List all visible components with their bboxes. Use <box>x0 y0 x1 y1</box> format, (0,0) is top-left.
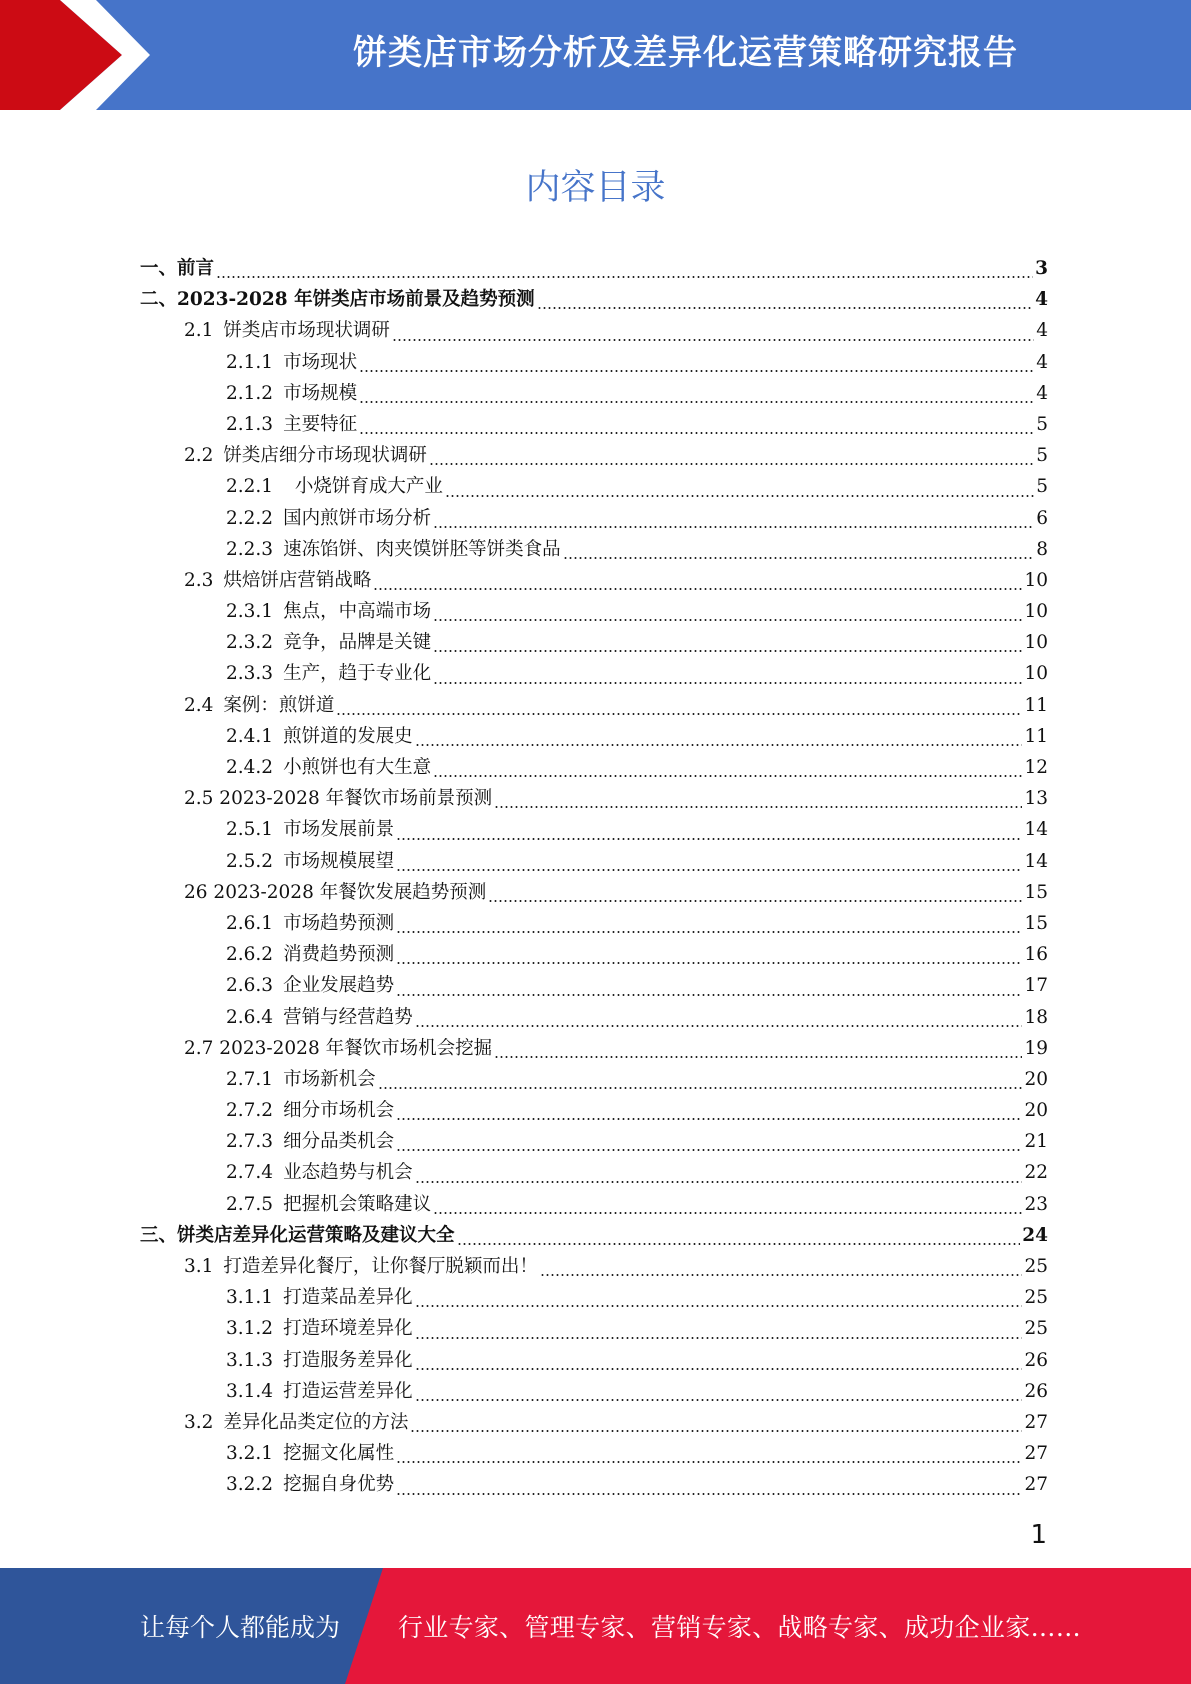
toc-entry-number: 3.2 <box>184 1411 214 1433</box>
toc-dot-leader <box>396 1490 1022 1496</box>
toc-entry-text: 打造运营差异化 <box>283 1380 413 1402</box>
toc-entry-page: 10 <box>1024 632 1048 654</box>
toc-entry-text: 2.7 2023-2028 年餐饮市场机会挖掘 <box>184 1037 493 1059</box>
toc-dot-leader <box>396 959 1022 965</box>
toc-entry[interactable] <box>140 971 1048 1002</box>
footer-slogan-left: 让每个人都能成为 <box>140 1613 341 1642</box>
toc-entry-page: 5 <box>1036 476 1048 498</box>
toc-entry-number: 3.1.3 <box>226 1349 274 1371</box>
footer-band <box>0 1568 1191 1684</box>
toc-entry-text: 市场现状 <box>283 351 358 373</box>
toc-entry-page: 25 <box>1024 1256 1048 1277</box>
toc-entry-title <box>226 753 431 779</box>
toc-dot-leader <box>494 1053 1022 1059</box>
toc-entry-text: 市场规模 <box>283 382 358 404</box>
toc-entry-page: 21 <box>1024 1131 1048 1153</box>
toc-entry[interactable] <box>140 504 1048 535</box>
toc-entry[interactable] <box>140 1003 1048 1034</box>
toc-entry-text: 把握机会策略建议 <box>283 1193 432 1215</box>
toc-entry-number: 2.3.2 <box>226 632 274 654</box>
toc-entry[interactable] <box>140 379 1048 410</box>
toc-entry-title <box>226 815 394 841</box>
toc-entry-text: 营销与经营趋势 <box>283 1006 413 1028</box>
toc-entry-page: 16 <box>1024 944 1048 966</box>
toc-entry-page: 18 <box>1024 1006 1048 1028</box>
toc-entry[interactable] <box>140 1439 1048 1470</box>
toc-dot-leader <box>359 367 1034 373</box>
toc-entry[interactable] <box>140 722 1048 753</box>
toc-dot-leader <box>433 616 1022 622</box>
toc-entry[interactable] <box>140 1408 1048 1439</box>
toc-entry-number: 3.1.1 <box>226 1287 274 1309</box>
toc-dot-leader <box>396 928 1022 934</box>
toc-entry-title <box>226 1439 394 1465</box>
toc-entry[interactable] <box>140 1127 1048 1158</box>
toc-entry-text: 市场趋势预测 <box>283 912 395 934</box>
toc-entry[interactable] <box>140 753 1048 784</box>
toc-entry-number: 2.6.2 <box>226 944 274 966</box>
toc-entry[interactable] <box>140 1252 1048 1283</box>
toc-entry-text: 煎饼道的发展史 <box>283 725 413 747</box>
toc-entry[interactable] <box>140 316 1048 347</box>
toc-dot-leader <box>494 803 1022 809</box>
toc-entry[interactable] <box>140 1314 1048 1345</box>
toc-dot-leader <box>410 1427 1022 1433</box>
toc-entry-title <box>226 940 394 966</box>
table-of-contents <box>140 254 1048 1502</box>
toc-entry-page: 12 <box>1024 757 1048 778</box>
toc-entry-number: 2.3.3 <box>226 663 274 685</box>
toc-entry-text: 生产，趋于专业化 <box>283 663 432 685</box>
toc-entry-number: 3.1 <box>184 1256 214 1277</box>
toc-entry-title <box>226 1283 413 1309</box>
toc-entry-title <box>184 878 486 904</box>
toc-entry-text: 企业发展趋势 <box>283 975 395 997</box>
toc-entry-number: 2.1 <box>184 320 214 342</box>
toc-entry-text: 市场新机会 <box>283 1068 376 1090</box>
toc-entry-text: 三、饼类店差异化运营策略及建议大全 <box>140 1224 455 1246</box>
toc-dot-leader <box>433 1209 1022 1215</box>
toc-entry[interactable] <box>140 566 1048 597</box>
toc-dot-leader <box>415 741 1023 747</box>
toc-entry-page: 26 <box>1024 1349 1048 1371</box>
toc-entry[interactable] <box>140 1034 1048 1065</box>
toc-entry-title <box>226 909 394 935</box>
toc-dot-leader <box>537 304 1034 310</box>
toc-dot-leader <box>396 866 1022 872</box>
toc-entry-text: 打造环境差异化 <box>283 1318 413 1340</box>
toc-entry-number: 2.1.2 <box>226 382 274 404</box>
toc-dot-leader <box>336 710 1022 716</box>
toc-entry-title <box>226 971 394 997</box>
toc-entry-page: 10 <box>1024 601 1048 623</box>
toc-entry[interactable] <box>140 815 1048 846</box>
toc-entry-page: 11 <box>1024 694 1048 716</box>
toc-entry-number: 3.1.2 <box>226 1318 274 1340</box>
toc-entry-title <box>226 379 357 405</box>
toc-entry-title <box>184 441 427 467</box>
toc-entry-title <box>226 472 443 498</box>
toc-dot-leader <box>396 1115 1022 1121</box>
toc-entry-page: 25 <box>1024 1287 1048 1309</box>
toc-dot-leader <box>433 523 1034 529</box>
toc-entry-title <box>226 348 357 374</box>
toc-entry[interactable] <box>140 1283 1048 1314</box>
toc-entry-page: 26 <box>1024 1380 1048 1402</box>
toc-entry-text: 差异化品类定位的方法 <box>223 1411 409 1433</box>
toc-entry[interactable] <box>140 940 1048 971</box>
toc-entry-title <box>184 1034 492 1060</box>
toc-entry-page: 19 <box>1024 1037 1048 1059</box>
toc-entry[interactable] <box>140 878 1048 909</box>
toc-entry-title <box>226 1158 413 1184</box>
toc-entry-page: 17 <box>1024 975 1048 997</box>
toc-dot-leader <box>433 647 1022 653</box>
toc-entry-title <box>226 1096 394 1122</box>
toc-entry-text: 26 2023-2028 年餐饮发展趋势预测 <box>184 881 487 903</box>
toc-entry-text: 细分品类机会 <box>283 1131 395 1153</box>
toc-entry-text: 烘焙饼店营销战略 <box>223 569 372 591</box>
toc-entry-number: 2.3.1 <box>226 601 274 623</box>
toc-entry-title <box>226 1065 376 1091</box>
toc-entry-text: 主要特征 <box>283 413 358 435</box>
toc-entry-page: 4 <box>1036 382 1048 404</box>
toc-dot-leader <box>457 1240 1021 1246</box>
toc-entry-title <box>226 659 431 685</box>
toc-entry-number: 2.7.1 <box>226 1068 274 1090</box>
toc-dot-leader <box>563 554 1035 560</box>
toc-entry-page: 15 <box>1024 881 1048 903</box>
toc-entry-page: 24 <box>1022 1224 1048 1246</box>
toc-entry-text: 二、2023-2028 年饼类店市场前景及趋势预测 <box>140 289 535 311</box>
toc-entry-number: 2.2.1 <box>226 476 274 498</box>
toc-entry-page: 4 <box>1036 351 1048 373</box>
toc-dot-leader <box>415 1022 1023 1028</box>
toc-dot-leader <box>373 585 1022 591</box>
toc-entry[interactable] <box>140 1377 1048 1408</box>
toc-entry[interactable] <box>140 847 1048 878</box>
toc-entry-title <box>184 566 371 592</box>
toc-entry[interactable] <box>140 628 1048 659</box>
toc-entry-title <box>226 535 561 561</box>
toc-entry-text: 2.5 2023-2028 年餐饮市场前景预测 <box>184 788 493 810</box>
toc-entry[interactable] <box>140 348 1048 379</box>
toc-dot-leader <box>359 429 1034 435</box>
toc-dot-leader <box>216 273 1033 279</box>
toc-entry-text: 打造菜品差异化 <box>283 1287 413 1309</box>
toc-entry-page: 13 <box>1024 788 1048 810</box>
toc-entry-number: 2.2.3 <box>226 538 274 560</box>
toc-entry-number: 2.7.5 <box>226 1193 274 1215</box>
toc-entry-page: 8 <box>1036 538 1048 560</box>
toc-entry[interactable] <box>140 1096 1048 1127</box>
toc-entry-number: 2.6.4 <box>226 1006 274 1028</box>
toc-entry-text: 饼类店市场现状调研 <box>223 320 390 342</box>
toc-dot-leader <box>433 772 1022 778</box>
toc-entry-page: 27 <box>1024 1443 1048 1465</box>
toc-entry-title <box>184 691 334 717</box>
toc-entry-page: 4 <box>1036 320 1048 342</box>
toc-entry[interactable] <box>140 784 1048 815</box>
toc-dot-leader <box>415 1365 1023 1371</box>
toc-entry-text: 小烧饼育成大产业 <box>283 476 443 498</box>
toc-entry-text: 饼类店细分市场现状调研 <box>223 445 427 467</box>
toc-dot-leader <box>429 460 1034 466</box>
toc-entry-number: 2.7.4 <box>226 1162 274 1184</box>
toc-entry-page: 10 <box>1024 569 1048 591</box>
toc-entry[interactable] <box>140 1190 1048 1221</box>
toc-entry-title <box>184 1252 538 1278</box>
toc-entry-page: 3 <box>1035 258 1048 279</box>
toc-dot-leader <box>540 1271 1023 1277</box>
toc-entry-title <box>226 1346 413 1372</box>
toc-heading: 内容目录 <box>525 168 666 208</box>
toc-entry-number: 2.1.1 <box>226 351 274 373</box>
toc-entry-text: 挖掘自身优势 <box>283 1474 395 1496</box>
toc-dot-leader <box>433 679 1022 685</box>
toc-entry-text: 业态趋势与机会 <box>283 1162 413 1184</box>
toc-entry-text: 速冻馅饼、肉夹馍饼胚等饼类食品 <box>283 538 561 560</box>
toc-entry-title <box>226 597 431 623</box>
toc-entry-page: 27 <box>1024 1411 1048 1433</box>
toc-entry-text: 竞争，品牌是关键 <box>283 632 432 654</box>
toc-dot-leader <box>445 492 1034 498</box>
toc-entry-page: 14 <box>1024 850 1048 872</box>
toc-entry-page: 14 <box>1024 819 1048 841</box>
toc-entry-number: 2.3 <box>184 569 214 591</box>
toc-entry-text: 市场发展前景 <box>283 819 395 841</box>
toc-entry-number: 2.5.1 <box>226 819 274 841</box>
toc-entry-page: 5 <box>1036 413 1048 435</box>
page-number: 1 <box>1030 1520 1047 1550</box>
toc-entry[interactable] <box>140 441 1048 472</box>
report-title: 饼类店市场分析及差异化运营策略研究报告 <box>353 33 1018 73</box>
toc-entry-number: 2.6.1 <box>226 912 274 934</box>
toc-entry[interactable] <box>140 691 1048 722</box>
toc-entry-title <box>184 784 492 810</box>
toc-dot-leader <box>415 1334 1023 1340</box>
toc-entry-title <box>226 628 431 654</box>
toc-entry[interactable] <box>140 285 1048 316</box>
toc-dot-leader <box>488 897 1022 903</box>
toc-entry[interactable] <box>140 597 1048 628</box>
toc-entry-title <box>226 847 394 873</box>
toc-entry[interactable] <box>140 909 1048 940</box>
toc-entry-title <box>226 1470 394 1496</box>
toc-entry-page: 23 <box>1024 1193 1048 1215</box>
toc-entry-text: 市场规模展望 <box>283 850 395 872</box>
toc-entry-page: 25 <box>1024 1318 1048 1340</box>
toc-dot-leader <box>396 1146 1022 1152</box>
toc-entry-number: 2.7.3 <box>226 1131 274 1153</box>
toc-entry-number: 3.1.4 <box>226 1380 274 1402</box>
toc-entry-text: 案例：煎饼道 <box>223 694 335 716</box>
toc-entry-page: 10 <box>1024 663 1048 685</box>
toc-entry-text: 打造差异化餐厅，让你餐厅脱颖而出！ <box>223 1256 538 1277</box>
toc-entry-number: 2.4.1 <box>226 725 274 747</box>
toc-entry[interactable] <box>140 659 1048 690</box>
toc-entry[interactable] <box>140 254 1048 285</box>
toc-entry[interactable] <box>140 1158 1048 1189</box>
toc-entry-page: 6 <box>1036 507 1048 529</box>
toc-entry-number: 2.2 <box>184 445 214 467</box>
toc-entry-number: 2.1.3 <box>226 413 274 435</box>
toc-entry-title <box>184 316 390 342</box>
toc-entry[interactable] <box>140 472 1048 503</box>
toc-entry-title <box>226 504 431 530</box>
toc-entry[interactable] <box>140 1221 1048 1252</box>
toc-entry-number: 2.4 <box>184 694 214 716</box>
toc-entry-page: 27 <box>1024 1474 1048 1496</box>
toc-entry-text: 挖掘文化属性 <box>283 1443 395 1465</box>
toc-dot-leader <box>415 1396 1023 1402</box>
toc-entry-text: 国内煎饼市场分析 <box>283 507 432 529</box>
toc-entry-title <box>140 254 214 280</box>
toc-entry-title <box>226 1127 394 1153</box>
toc-dot-leader <box>396 835 1022 841</box>
toc-dot-leader <box>396 1458 1022 1464</box>
toc-entry-title <box>140 1221 455 1247</box>
toc-entry-page: 22 <box>1024 1162 1048 1184</box>
toc-dot-leader <box>396 991 1022 997</box>
toc-dot-leader <box>359 398 1034 404</box>
toc-entry[interactable] <box>140 410 1048 441</box>
toc-entry-number: 2.7.2 <box>226 1100 274 1122</box>
toc-dot-leader <box>415 1178 1023 1184</box>
toc-entry-title <box>140 285 535 311</box>
toc-entry[interactable] <box>140 1065 1048 1096</box>
toc-entry-number: 2.2.2 <box>226 507 274 529</box>
toc-entry-number: 2.5.2 <box>226 850 274 872</box>
toc-entry-text: 小煎饼也有大生意 <box>283 757 432 778</box>
toc-entry-title <box>226 1190 431 1216</box>
toc-entry-number: 3.2.2 <box>226 1474 274 1496</box>
toc-entry-text: 一、前言 <box>140 258 215 279</box>
toc-dot-leader <box>415 1302 1023 1308</box>
toc-entry-number: 3.2.1 <box>226 1443 274 1465</box>
toc-entry-title <box>226 1377 413 1403</box>
toc-entry[interactable] <box>140 1470 1048 1501</box>
toc-entry-page: 11 <box>1024 725 1048 747</box>
toc-entry-title <box>184 1408 408 1434</box>
toc-entry-page: 20 <box>1024 1068 1048 1090</box>
toc-entry-text: 细分市场机会 <box>283 1100 395 1122</box>
toc-entry[interactable] <box>140 1346 1048 1377</box>
toc-dot-leader <box>392 336 1034 342</box>
toc-entry-number: 2.4.2 <box>226 757 274 778</box>
header-band <box>0 0 1191 110</box>
footer-slogan-right: 行业专家、管理专家、营销专家、战略专家、成功企业家…… <box>398 1613 1082 1642</box>
toc-entry-title <box>226 1003 413 1029</box>
toc-entry-page: 4 <box>1035 289 1048 311</box>
toc-entry-page: 20 <box>1024 1100 1048 1122</box>
toc-entry-page: 15 <box>1024 912 1048 934</box>
toc-entry-text: 打造服务差异化 <box>283 1349 413 1371</box>
toc-entry-page: 5 <box>1036 445 1048 467</box>
toc-entry-number: 2.6.3 <box>226 975 274 997</box>
toc-entry[interactable] <box>140 535 1048 566</box>
toc-entry-text: 消费趋势预测 <box>283 944 395 966</box>
toc-entry-text: 焦点，中高端市场 <box>283 601 432 623</box>
toc-entry-title <box>226 410 357 436</box>
toc-entry-title <box>226 1314 413 1340</box>
toc-dot-leader <box>378 1084 1023 1090</box>
toc-entry-title <box>226 722 413 748</box>
